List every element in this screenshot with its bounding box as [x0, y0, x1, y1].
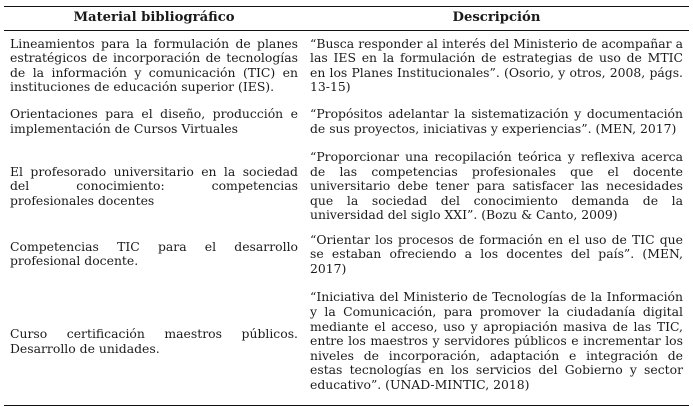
material-cell: El profesorado universitario en la sociedad del conocimiento: competencias profesionales docentes [10, 163, 298, 208]
table-row [4, 231, 689, 280]
header-row [4, 7, 689, 31]
material-cell: Competencias TIC para el desarrollo profesional docente. [10, 238, 298, 269]
description-cell: “Busca responder al interés del Ministerio de acompañar a las IES en la formulación de estrategias de uso de MTIC en los Planes Institucionales”. (Osorio, y otros, 2008, págs. 13-15) [310, 35, 683, 95]
bibliography-table [4, 6, 689, 406]
description-cell: “Iniciativa del Ministerio de Tecnologías de la Información y la Comunicación, para promover la ciudadanía digital mediante el acceso, uso y apropiación masiva de las TIC, entre los maestros y servidores públicos e incrementar los niveles de incorporación, adaptación e integración de estas tecnologías en los servicios del Gobierno y sector educativo”. (UNAD-MINTIC, 2018) [304, 279, 689, 405]
material-cell: Curso certificación maestros públicos. Desarrollo de unidades. [4, 279, 304, 405]
description-cell: “Propósitos adelantar la sistematización y documentación de sus proyectos, iniciativas y experiencias”. (MEN, 2017) [310, 106, 683, 136]
header-description: Descripción [304, 7, 689, 31]
description-cell: “Proporcionar una recopilación teórica y reflexiva acerca de las competencias profesionales que el docente universitario debe tener para satisfacer las necesidades que la sociedad del conocimiento demanda de la universidad del siglo XXI”. (Bozu & Canto, 2009) [310, 149, 683, 223]
material-cell: Lineamientos para la formulación de planes estratégicos de incorporación de tecnologías de la información y comunicación (TIC) en instituciones de educación superior (IES). [10, 35, 298, 95]
header-material: Material bibliográfico [4, 7, 304, 31]
description-cell: “Orientar los procesos de formación en el uso de TIC que se estaban ofreciendo a los docentes del país”. (MEN, 2017) [310, 231, 683, 276]
table-row [4, 144, 689, 231]
table-row [4, 279, 689, 405]
table-row [4, 31, 689, 102]
table-row [4, 102, 689, 144]
material-cell: Orientaciones para el diseño, producción e implementación de Cursos Virtuales [10, 106, 298, 136]
